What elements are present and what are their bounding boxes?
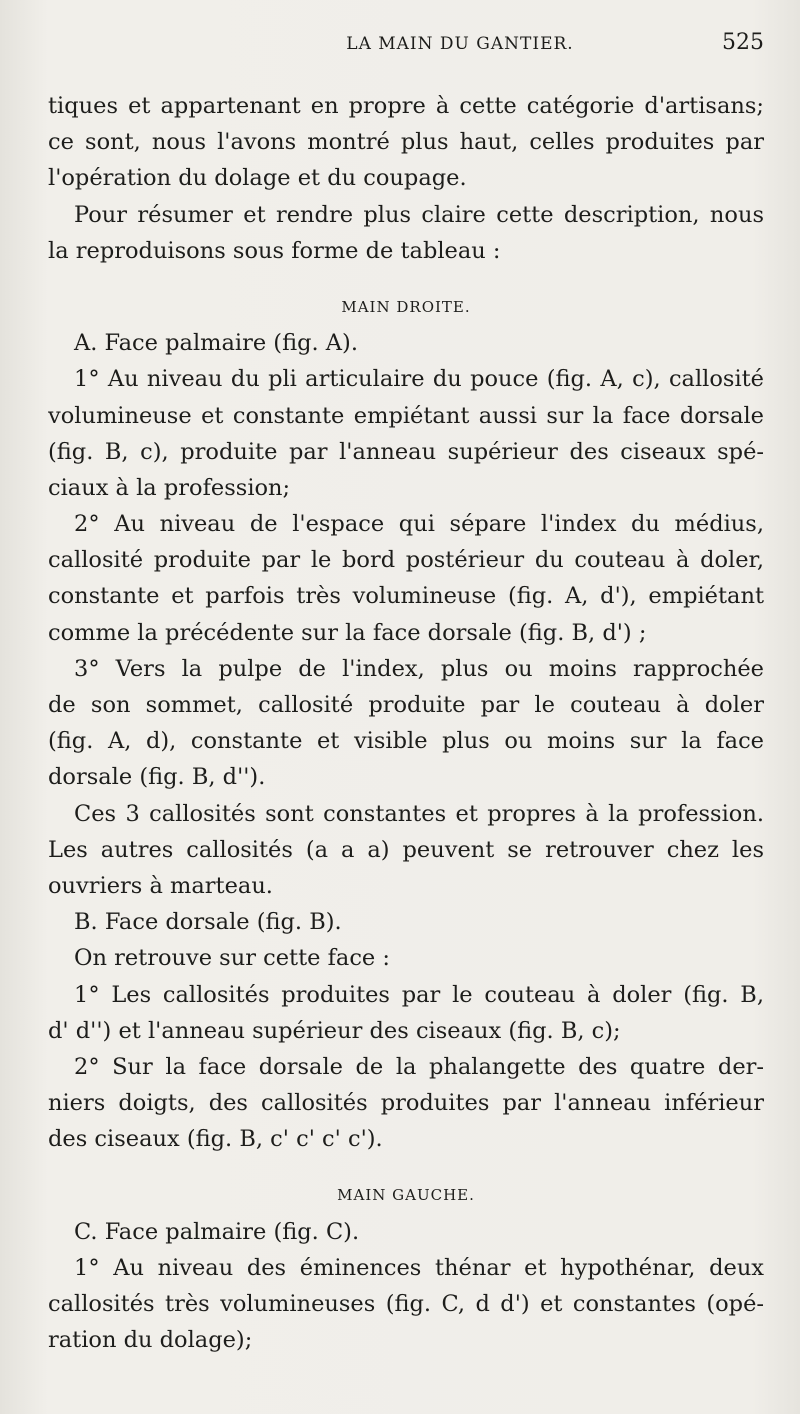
section-heading-main-gauche: MAIN GAUCHE.: [337, 1186, 475, 1205]
paragraph-block-intro: [48, 88, 764, 269]
page-header: [48, 30, 764, 74]
text-line: 1° Au niveau des éminences thénar et hypothénar, deux: [74, 1254, 764, 1281]
text-line: niers doigts, des callosités produites par l'anneau inférieur: [48, 1090, 764, 1117]
text-line: On retrouve sur cette face :: [74, 945, 390, 972]
running-title: LA MAIN DU GANTIER.: [346, 34, 574, 54]
text-line: l'opération du dolage et du coupage.: [48, 165, 467, 192]
text-line: ration du dolage);: [48, 1327, 253, 1354]
text-line: (fig. B, c), produite par l'anneau supérieur des ciseaux spé-: [48, 438, 764, 465]
text-line: Ces 3 callosités sont constantes et propres à la profession.: [74, 800, 764, 827]
paragraph-block-main-droite: [48, 325, 764, 1157]
text-line: 1° Au niveau du pli articulaire du pouce (fig. A, c), callosité: [74, 366, 764, 393]
text-line: 1° Les callosités produites par le couteau à doler (fig. B,: [74, 981, 764, 1008]
text-line: callosité produite par le bord postérieur du couteau à doler,: [48, 547, 764, 574]
text-line: 2° Sur la face dorsale de la phalangette des quatre der-: [74, 1053, 764, 1080]
text-line: dorsale (fig. B, d'').: [48, 764, 266, 791]
text-line: comme la précédente sur la face dorsale (fig. B, d') ;: [48, 619, 647, 646]
text-line: Pour résumer et rendre plus claire cette description, nous: [74, 201, 764, 228]
text-line: tiques et appartenant en propre à cette catégorie d'artisans;: [48, 93, 764, 119]
text-line: d' d'') et l'anneau supérieur des ciseaux (fig. B, c);: [48, 1017, 621, 1044]
text-line: la reproduisons sous forme de tableau :: [48, 237, 501, 264]
text-line: de son sommet, callosité produite par le couteau à doler: [48, 692, 764, 718]
text-line: ouvriers à marteau.: [48, 872, 273, 899]
text-line: C. Face palmaire (fig. C).: [74, 1218, 360, 1245]
text-line: Les autres callosités (a a a) peuvent se retrouver chez les: [48, 836, 764, 863]
text-line: B. Face dorsale (fig. B).: [74, 909, 342, 936]
page-number: 525: [722, 30, 764, 55]
text-line: constante et parfois très volumineuse (fig. A, d'), empiétant: [48, 583, 764, 610]
text-line: ce sont, nous l'avons montré plus haut, celles produites par: [48, 129, 764, 156]
text-line: 3° Vers la pulpe de l'index, plus ou moins rapprochée: [74, 655, 764, 682]
section-heading-main-droite: MAIN DROITE.: [341, 297, 471, 316]
text-line: 2° Au niveau de l'espace qui sépare l'index du médius,: [74, 511, 764, 538]
text-line: (fig. A, d), constante et visible plus ou moins sur la face: [48, 728, 764, 755]
text-line: des ciseaux (fig. B, c' c' c' c').: [48, 1126, 383, 1153]
text-line: volumineuse et constante empiétant aussi sur la face dorsale: [48, 402, 764, 429]
text-line: ciaux à la profession;: [48, 474, 291, 501]
paragraph-block-main-gauche: [48, 1214, 764, 1359]
text-line: callosités très volumineuses (fig. C, d d') et constantes (opé-: [48, 1291, 764, 1317]
text-line: A. Face palmaire (fig. A).: [74, 330, 358, 357]
